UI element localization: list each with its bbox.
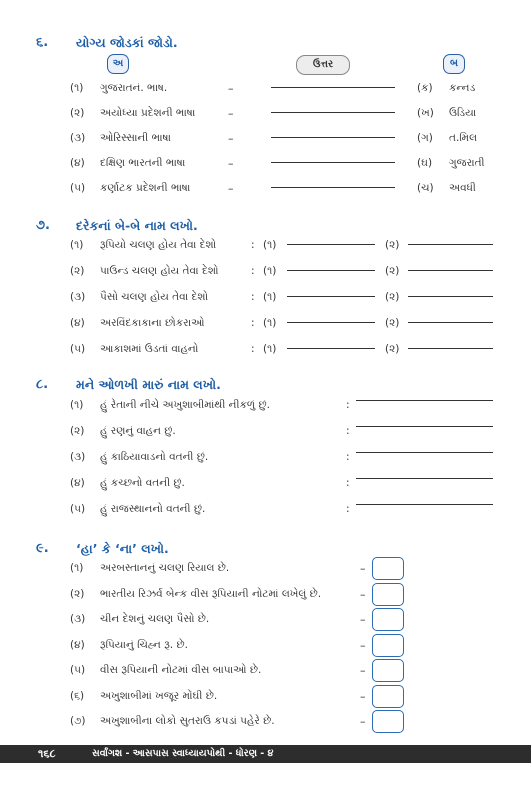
q6-b-text: ત.મિલ (449, 132, 478, 144)
q9-item-number: (૧) (70, 562, 84, 574)
q8-answer-line[interactable] (356, 478, 493, 479)
q9-item-number: (૫) (70, 664, 86, 676)
q7-title: દરેકનાં બે-બે નામ લખો. (76, 218, 198, 233)
q9-item-number: (૭) (70, 715, 86, 727)
q9-item-text: ભારતીય રિઝર્વ બેન્ક વીસ રૂપિયાની નોટમાં લખેલું છે. (100, 588, 322, 600)
q9-answer-box[interactable] (372, 710, 404, 733)
q8-answer-line[interactable] (356, 504, 493, 505)
q9-item-text: ચીન દેશનું ચલણ પૈસો છે. (100, 613, 210, 625)
q8-item-text: હું રણનું વાહન છું. (100, 425, 176, 437)
q7-blank-2-line[interactable] (408, 270, 493, 271)
q9-answer-box[interactable] (372, 583, 404, 606)
q9-dash: – (360, 588, 366, 601)
q6-item-text: ઓરિસ્સાની ભાષા (100, 132, 172, 144)
q9-item-number: (૬) (70, 690, 85, 702)
q7-blank-2-label: (૨) (385, 317, 400, 329)
q7-blank-2-label: (૨) (385, 239, 400, 251)
q9-answer-box[interactable] (372, 659, 404, 682)
q8-number: ૮. (36, 377, 49, 392)
q9-item-text: રૂપિયાનું ચિહ્ન રૂ. છે. (100, 639, 188, 651)
q7-item-number: (૪) (70, 317, 85, 329)
q8-item-number: (૧) (70, 399, 84, 411)
q8-item-number: (૪) (70, 477, 85, 489)
q7-blank-1-label: (૧) (263, 343, 277, 355)
q6-b-text: અવધી (449, 182, 476, 194)
q7-item-number: (૫) (70, 343, 86, 355)
q8-colon: : (346, 451, 350, 463)
q8-item-text: હું રેતાની નીચે અખુશાબીમાંથી નીકળું છું. (100, 399, 270, 411)
q6-answer-line[interactable] (271, 162, 395, 163)
q7-blank-1-label: (૧) (263, 317, 277, 329)
q7-colon: : (251, 265, 255, 277)
q9-answer-box[interactable] (372, 608, 404, 631)
q9-item-text: અરબસ્તાનનું ચલણ રિયાલ છે. (100, 562, 230, 574)
q8-colon: : (346, 477, 350, 489)
q6-item-text: અયોધ્યા પ્રદેશની ભાષા (100, 107, 196, 119)
q6-dash: – (228, 157, 234, 170)
q6-item-text: દક્ષિણ ભારતની ભાષા (100, 157, 186, 169)
q6-b-number: (ઘ) (417, 157, 433, 169)
q6-dash: – (228, 107, 234, 120)
q7-colon: : (251, 343, 255, 355)
q9-dash: – (360, 715, 366, 728)
q6-b-number: (ક) (417, 82, 433, 94)
q9-answer-box[interactable] (372, 685, 404, 708)
q6-item-number: (૨) (70, 107, 85, 119)
q7-blank-1-line[interactable] (287, 244, 375, 245)
q7-blank-2-line[interactable] (408, 244, 493, 245)
q8-item-number: (૨) (70, 425, 85, 437)
q9-dash: – (360, 639, 366, 652)
q6-b-text: ગુજરાતી (449, 157, 485, 169)
q6-title: યોગ્ય જોડકાં જોડો. (76, 35, 178, 50)
q8-answer-line[interactable] (356, 400, 493, 401)
q6-item-text: ગુજરાતનં. ભાષ. (100, 82, 168, 94)
q8-colon: : (346, 503, 350, 515)
q6-answer-line[interactable] (271, 87, 395, 88)
q7-item-text: આકાશમાં ઉડતાં વાહનો (100, 343, 199, 355)
q7-item-text: અરવિંદકાકાના છોકરાઓ (100, 317, 205, 329)
q9-item-text: વીસ રૂપિયાની નોટમાં વીસ બાપાઓ છે. (100, 664, 262, 676)
q7-blank-1-label: (૧) (263, 265, 277, 277)
q8-item-text: હું કચ્છનો વતની છું. (100, 477, 185, 489)
q9-dash: – (360, 690, 366, 703)
q6-b-number: (ચ) (417, 182, 434, 194)
q6-number: ૬. (36, 35, 49, 50)
page-number: ૧૬૮ (38, 747, 56, 760)
q9-item-text: અખુશાબીના લોકો સુતરાઉ કપડાં પહેરે છે. (100, 715, 275, 727)
q8-item-number: (૫) (70, 503, 86, 515)
footer-book-title: સર્વાંગશ - આસપાસ સ્વાધ્યાયપોથી - ધોરણ - ૪ (92, 748, 274, 759)
q7-colon: : (251, 239, 255, 251)
q6-dash: – (228, 132, 234, 145)
q7-blank-2-label: (૨) (385, 265, 400, 277)
q9-item-number: (૩) (70, 613, 86, 625)
q7-blank-1-label: (૧) (263, 291, 277, 303)
q9-answer-box[interactable] (372, 634, 404, 657)
q7-item-text: પાઉન્ડ ચલણ હોય તેવા દેશો (100, 265, 219, 277)
q7-colon: : (251, 291, 255, 303)
q7-blank-2-line[interactable] (408, 322, 493, 323)
q7-blank-2-line[interactable] (408, 296, 493, 297)
q7-blank-2-label: (૨) (385, 343, 400, 355)
q7-blank-1-line[interactable] (287, 296, 375, 297)
q9-dash: – (360, 562, 366, 575)
q6-answer-line[interactable] (271, 137, 395, 138)
q7-blank-1-line[interactable] (287, 348, 375, 349)
q6-answer-line[interactable] (271, 187, 395, 188)
q6-answer-line[interactable] (271, 112, 395, 113)
q6-b-number: (ખ) (417, 107, 434, 119)
q8-item-number: (૩) (70, 451, 86, 463)
q7-blank-2-label: (૨) (385, 291, 400, 303)
q9-number: ૯. (36, 541, 49, 556)
q6-item-number: (૫) (70, 182, 86, 194)
q7-item-number: (૧) (70, 239, 84, 251)
q7-blank-2-line[interactable] (408, 348, 493, 349)
q7-blank-1-line[interactable] (287, 270, 375, 271)
q9-dash: – (360, 613, 366, 626)
column-a-badge: અ (107, 54, 129, 74)
q6-item-number: (૩) (70, 132, 86, 144)
q8-item-text: હું કાઠિયાવાડનો વતની છું. (100, 451, 209, 463)
q6-dash: – (228, 82, 234, 95)
q9-item-text: અખુશાબીમાં ખજૂર મોંઘી છે. (100, 690, 218, 702)
q7-blank-1-label: (૧) (263, 239, 277, 251)
q8-title: મને ઓળખી મારું નામ લખો. (76, 377, 221, 392)
answer-column-badge: ઉત્તર (296, 55, 350, 75)
q6-item-text: કર્ણાટક પ્રદેશની ભાષા (100, 182, 191, 194)
column-b-badge: બ (443, 54, 465, 74)
q7-item-text: રૂપિયો ચલણ હોય તેવા દેશો (100, 239, 217, 251)
q8-answer-line[interactable] (356, 452, 493, 453)
q8-answer-line[interactable] (356, 426, 493, 427)
q6-dash: – (228, 182, 234, 195)
q8-item-text: હું રાજસ્થાનનો વતની છું. (100, 503, 206, 515)
q7-colon: : (251, 317, 255, 329)
q7-number: ૭. (36, 218, 50, 233)
q6-b-text: ઉડિયા (449, 107, 477, 119)
q6-item-number: (૪) (70, 157, 85, 169)
q7-item-text: પૈસો ચલણ હોય તેવા દેશો (100, 291, 209, 303)
q8-colon: : (346, 399, 350, 411)
q9-title: ‘હા’ કે ‘ના’ લખો. (76, 541, 169, 556)
q6-b-text: કન્નડ (449, 82, 476, 94)
q9-item-number: (૨) (70, 588, 85, 600)
q6-item-number: (૧) (70, 82, 84, 94)
q7-item-number: (૩) (70, 291, 86, 303)
q9-answer-box[interactable] (372, 557, 404, 580)
q9-item-number: (૪) (70, 639, 85, 651)
q9-dash: – (360, 664, 366, 677)
q6-b-number: (ગ) (417, 132, 433, 144)
q8-colon: : (346, 425, 350, 437)
q7-blank-1-line[interactable] (287, 322, 375, 323)
q7-item-number: (૨) (70, 265, 85, 277)
